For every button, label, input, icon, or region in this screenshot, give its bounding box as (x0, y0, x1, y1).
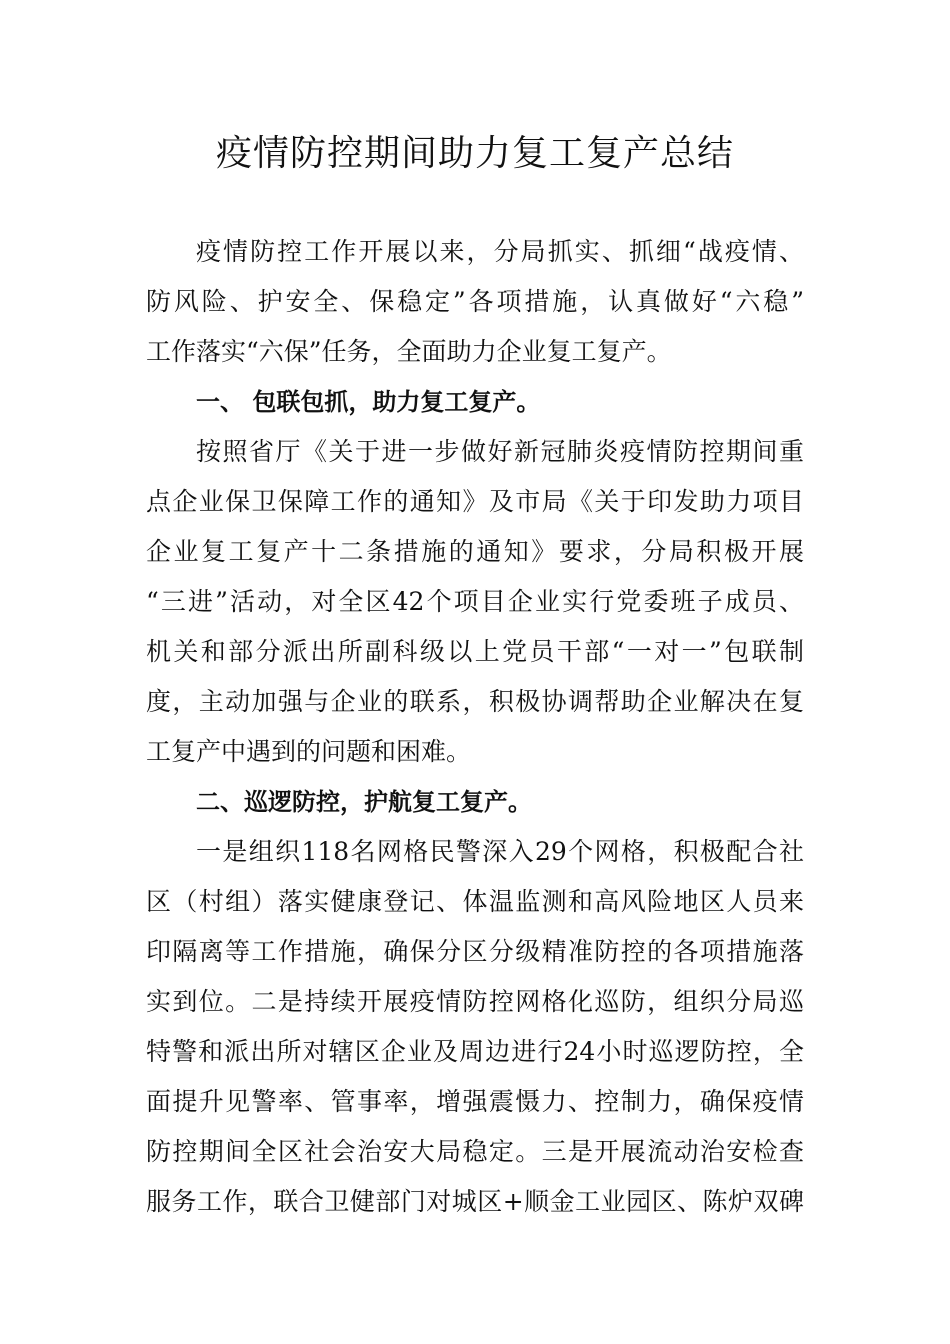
paragraph-1-line-2: 防风险、护安全、保稳定”各项措施，认真做好“六稳” (146, 287, 804, 316)
paragraph-2-line-3: 企业复工复产十二条措施的通知》要求，分局积极开展 (146, 537, 804, 566)
paragraph-3-line-2: 区（村组）落实健康登记、体温监测和高风险地区人员来 (146, 887, 804, 916)
section-heading-2: 二、巡逻防控，护航复工复产。 (196, 788, 532, 816)
paragraph-3-line-8: 服务工作，联合卫健部门对城区+顺金工业园区、陈炉双碑 (146, 1187, 804, 1216)
paragraph-3-line-4: 实到位。二是持续开展疫情防控网格化巡防，组织分局巡 (146, 987, 804, 1016)
paragraph-3-line-1: 一是组织118名网格民警深入29个网格，积极配合社 (196, 837, 804, 866)
paragraph-2-line-7: 工复产中遇到的问题和困难。 (146, 737, 472, 766)
paragraph-3-line-6: 面提升见警率、管事率，增强震慑力、控制力，确保疫情 (146, 1087, 804, 1116)
paragraph-1-line-3: 工作落实“六保”任务，全面助力企业复工复产。 (146, 337, 672, 366)
paragraph-2-line-1: 按照省厅《关于进一步做好新冠肺炎疫情防控期间重 (196, 437, 804, 466)
document-title: 疫情防控期间助力复工复产总结 (215, 133, 734, 174)
paragraph-3-line-5: 特警和派出所对辖区企业及周边进行24小时巡逻防控，全 (146, 1037, 804, 1066)
section-heading-1: 一、 包联包抓，助力复工复产。 (196, 388, 541, 416)
paragraph-3-line-7: 防控期间全区社会治安大局稳定。三是开展流动治安检查 (146, 1137, 804, 1166)
paragraph-2-line-2: 点企业保卫保障工作的通知》及市局《关于印发助力项目 (146, 487, 804, 516)
paragraph-3-line-3: 印隔离等工作措施，确保分区分级精准防控的各项措施落 (146, 937, 804, 966)
paragraph-2-line-5: 机关和部分派出所副科级以上党员干部“一对一”包联制 (146, 637, 804, 666)
paragraph-2-line-4: “三进”活动，对全区42个项目企业实行党委班子成员、 (146, 587, 804, 616)
paragraph-1-line-1: 疫情防控工作开展以来，分局抓实、抓细“战疫情、 (196, 237, 804, 266)
paragraph-2-line-6: 度，主动加强与企业的联系，积极协调帮助企业解决在复 (146, 687, 804, 716)
